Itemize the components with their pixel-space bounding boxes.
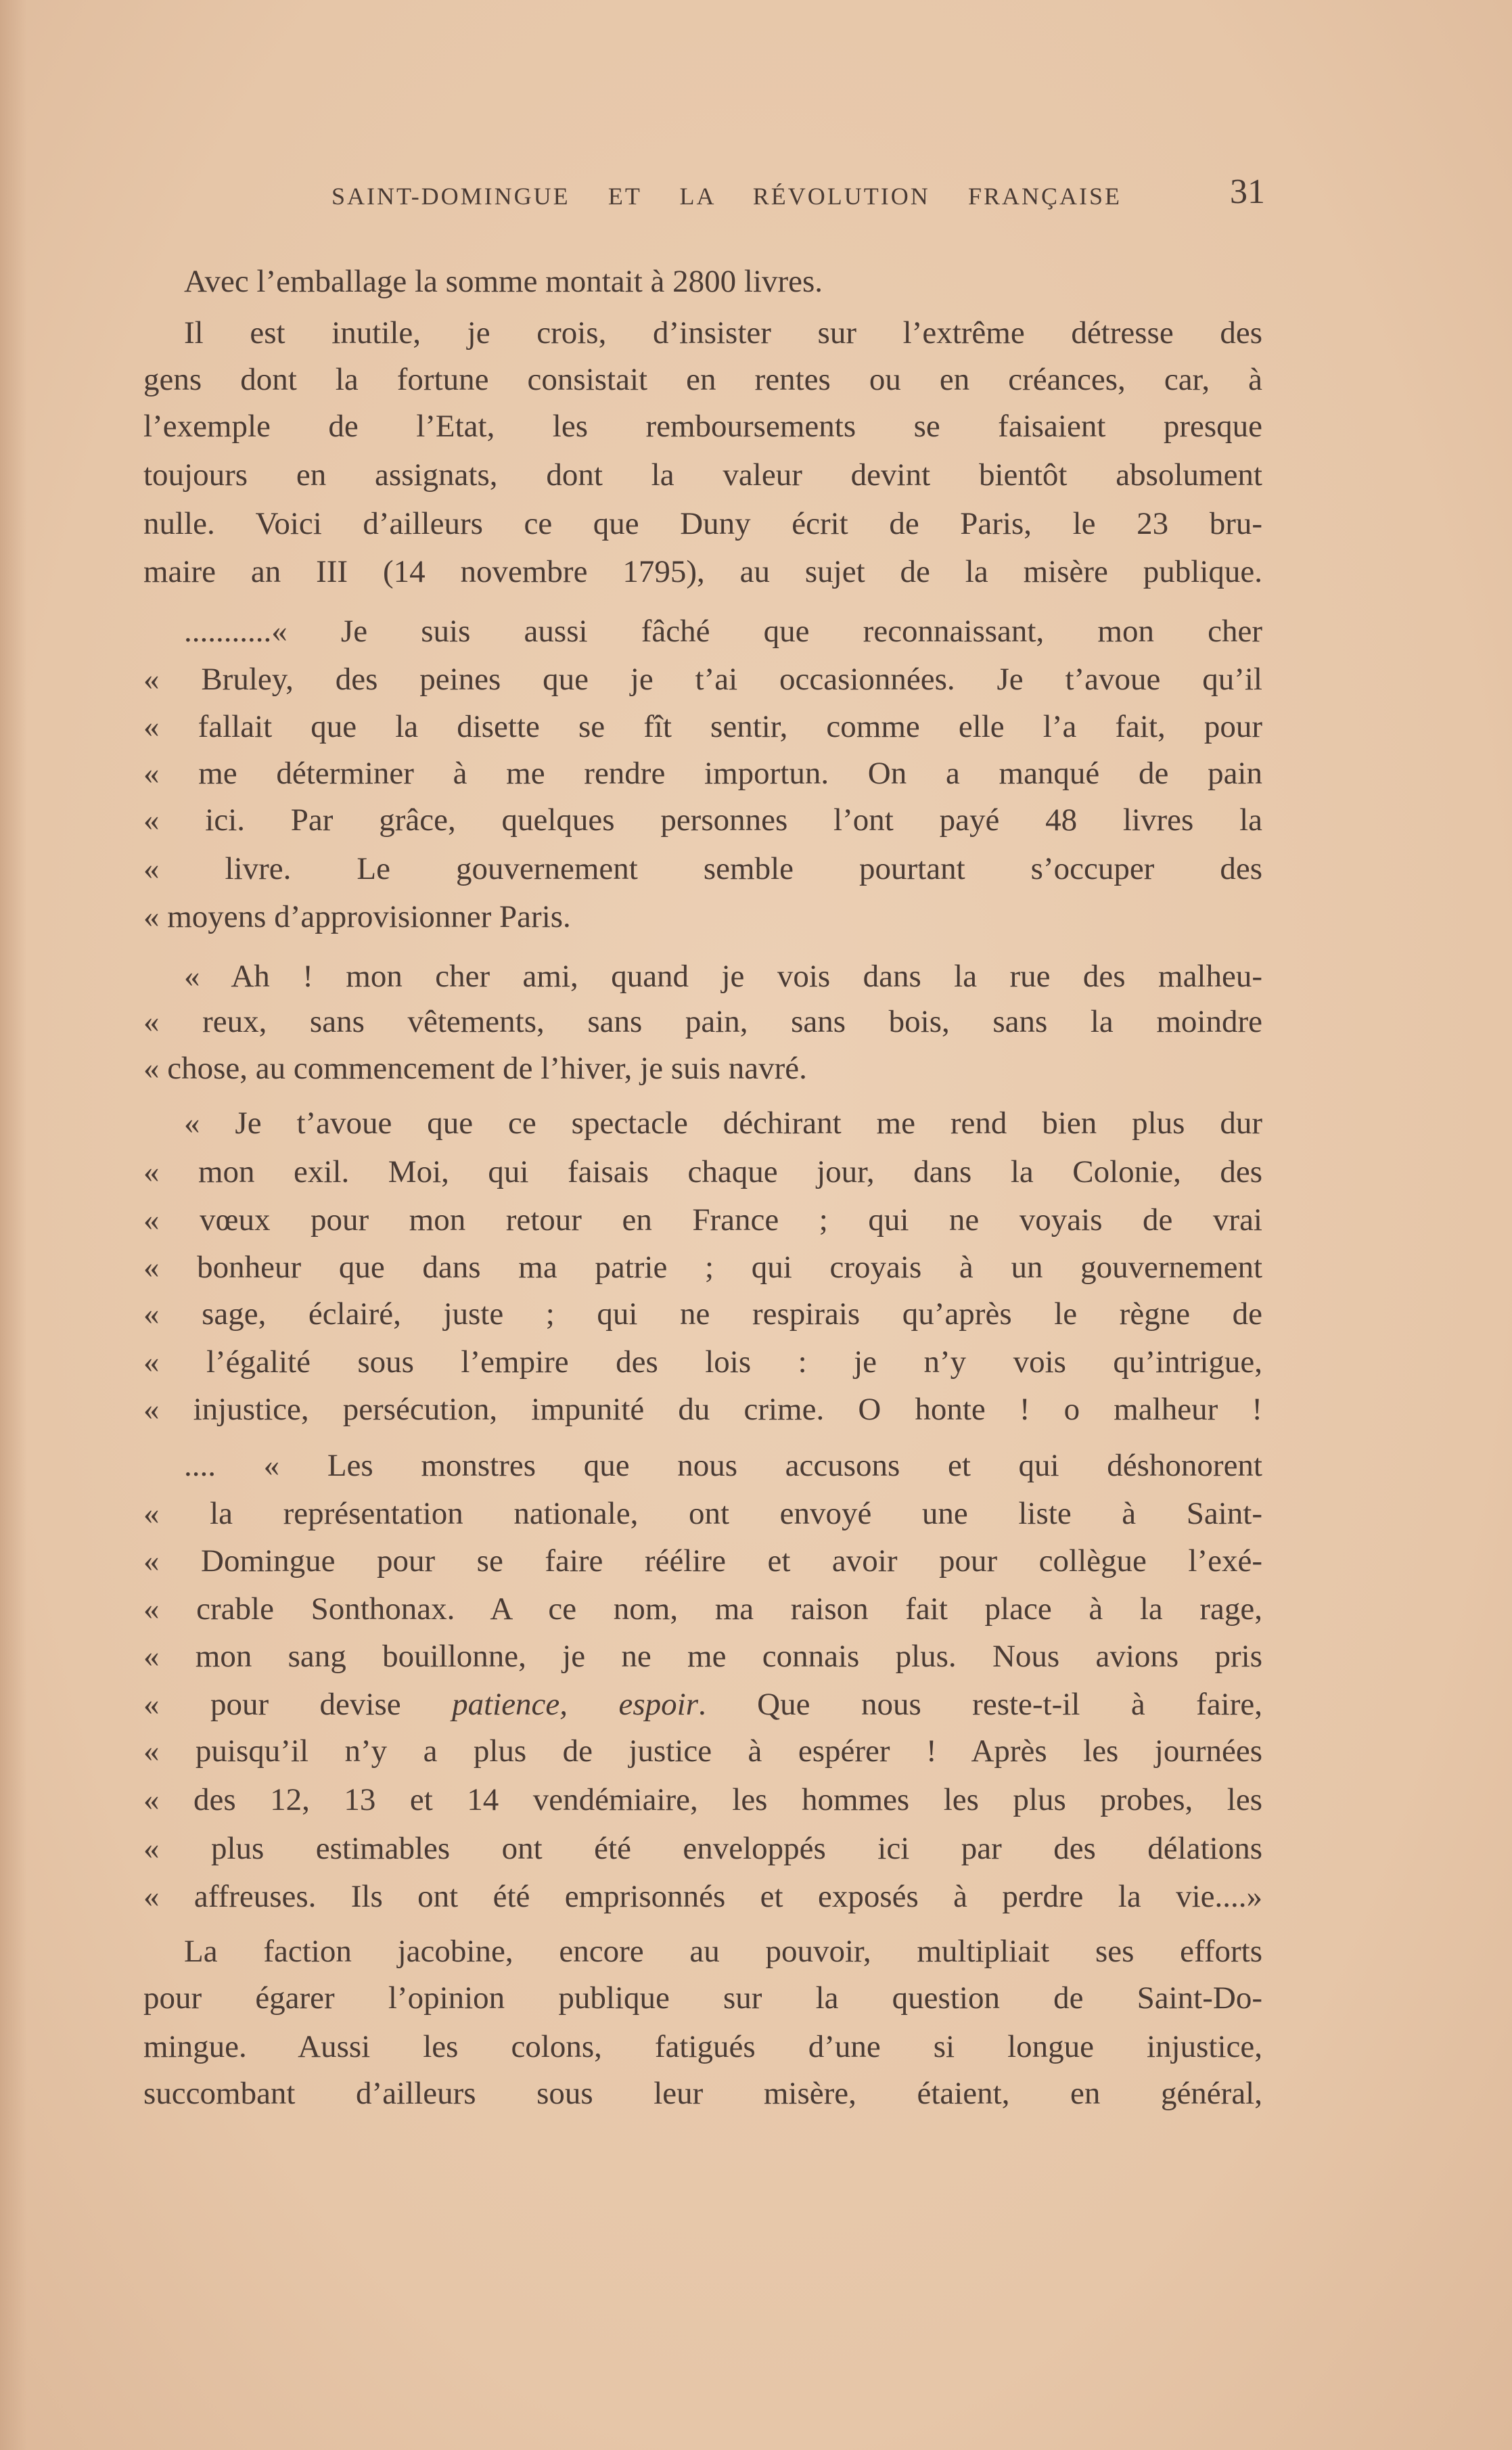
text-line: Il est inutile, je crois, d’insister sur l’extrême détresse des: [184, 315, 1262, 350]
text-line: « moyens d’approvisionner Paris.: [143, 899, 571, 934]
text-segment: « pour devise: [143, 1687, 453, 1722]
running-title: SAINT-DOMINGUE ET LA RÉVOLUTION FRANÇAISE: [331, 183, 1122, 210]
text-line: « puisqu’il n’y a plus de justice à espérer ! Après les journées: [143, 1733, 1262, 1769]
text-line: .... « Les monstres que nous accusons et qui déshonorent: [184, 1448, 1262, 1483]
text-line: « sage, éclairé, juste ; qui ne respirais qu’après le règne de: [143, 1296, 1262, 1332]
text-line: toujours en assignats, dont la valeur devint bientôt absolument: [143, 457, 1262, 493]
text-line: « l’égalité sous l’empire des lois : je n’y vois qu’intrigue,: [143, 1344, 1262, 1380]
text-line: « ici. Par grâce, quelques personnes l’ont payé 48 livres la: [143, 802, 1262, 838]
italic-phrase: patience, espoir: [452, 1687, 698, 1722]
text-line: « crable Sonthonax. A ce nom, ma raison fait place à la rage,: [143, 1591, 1262, 1627]
text-segment: . Que nous reste-t-il à faire,: [697, 1687, 1262, 1722]
text-line: La faction jacobine, encore au pouvoir, multipliait ses efforts: [184, 1934, 1262, 1969]
text-line: mingue. Aussi les colons, fatigués d’une si longue injustice,: [143, 2029, 1262, 2064]
page-number: 31: [1230, 173, 1265, 211]
text-line: « Bruley, des peines que je t’ai occasionnées. Je t’avoue qu’il: [143, 662, 1262, 697]
text-line: « affreuses. Ils ont été emprisonnés et exposés à perdre la vie....»: [143, 1879, 1262, 1914]
text-line: « chose, au commencement de l’hiver, je suis navré.: [143, 1051, 807, 1086]
text-line: « reux, sans vêtements, sans pain, sans bois, sans la moindre: [143, 1004, 1262, 1039]
text-line: pour égarer l’opinion publique sur la question de Saint-Do-: [143, 1980, 1262, 2016]
text-line: « Ah ! mon cher ami, quand je vois dans la rue des malheu-: [184, 959, 1262, 994]
text-line: « des 12, 13 et 14 vendémiaire, les hommes les plus probes, les: [143, 1782, 1262, 1817]
text-line: « Je t’avoue que ce spectacle déchirant me rend bien plus dur: [184, 1106, 1262, 1141]
text-line: « mon sang bouillonne, je ne me connais plus. Nous avions pris: [143, 1639, 1262, 1674]
text-line: « bonheur que dans ma patrie ; qui croyais à un gouvernement: [143, 1250, 1262, 1285]
text-line: « vœux pour mon retour en France ; qui ne voyais de vrai: [143, 1202, 1262, 1238]
text-line: « fallait que la disette se fît sentir, comme elle l’a fait, pour: [143, 709, 1262, 744]
text-line: l’exemple de l’Etat, les remboursements se faisaient presque: [143, 409, 1262, 444]
text-line: « injustice, persécution, impunité du crime. O honte ! o malheur !: [143, 1392, 1262, 1427]
text-line: « me déterminer à me rendre importun. On a manqué de pain: [143, 756, 1262, 791]
text-line: « livre. Le gouvernement semble pourtant s’occuper des: [143, 851, 1262, 886]
text-line: « mon exil. Moi, qui faisais chaque jour, dans la Colonie, des: [143, 1154, 1262, 1189]
text-line: succombant d’ailleurs sous leur misère, étaient, en général,: [143, 2076, 1262, 2111]
text-line: Avec l’emballage la somme montait à 2800 livres.: [184, 264, 823, 299]
page-edge-shadow: [0, 0, 27, 2450]
text-line: « la représentation nationale, ont envoyé une liste à Saint-: [143, 1496, 1262, 1531]
text-line: « plus estimables ont été enveloppés ici par des délations: [143, 1831, 1262, 1866]
text-line: ...........« Je suis aussi fâché que reconnaissant, mon cher: [184, 614, 1262, 649]
text-line: [143, 1683, 1262, 1726]
text-line: maire an III (14 novembre 1795), au sujet de la misère publique.: [143, 554, 1262, 589]
text-line: nulle. Voici d’ailleurs ce que Duny écrit de Paris, le 23 bru-: [143, 506, 1262, 541]
text-line: « Domingue pour se faire réélire et avoir pour collègue l’exé-: [143, 1543, 1262, 1579]
text-line: gens dont la fortune consistait en rentes ou en créances, car, à: [143, 362, 1262, 397]
